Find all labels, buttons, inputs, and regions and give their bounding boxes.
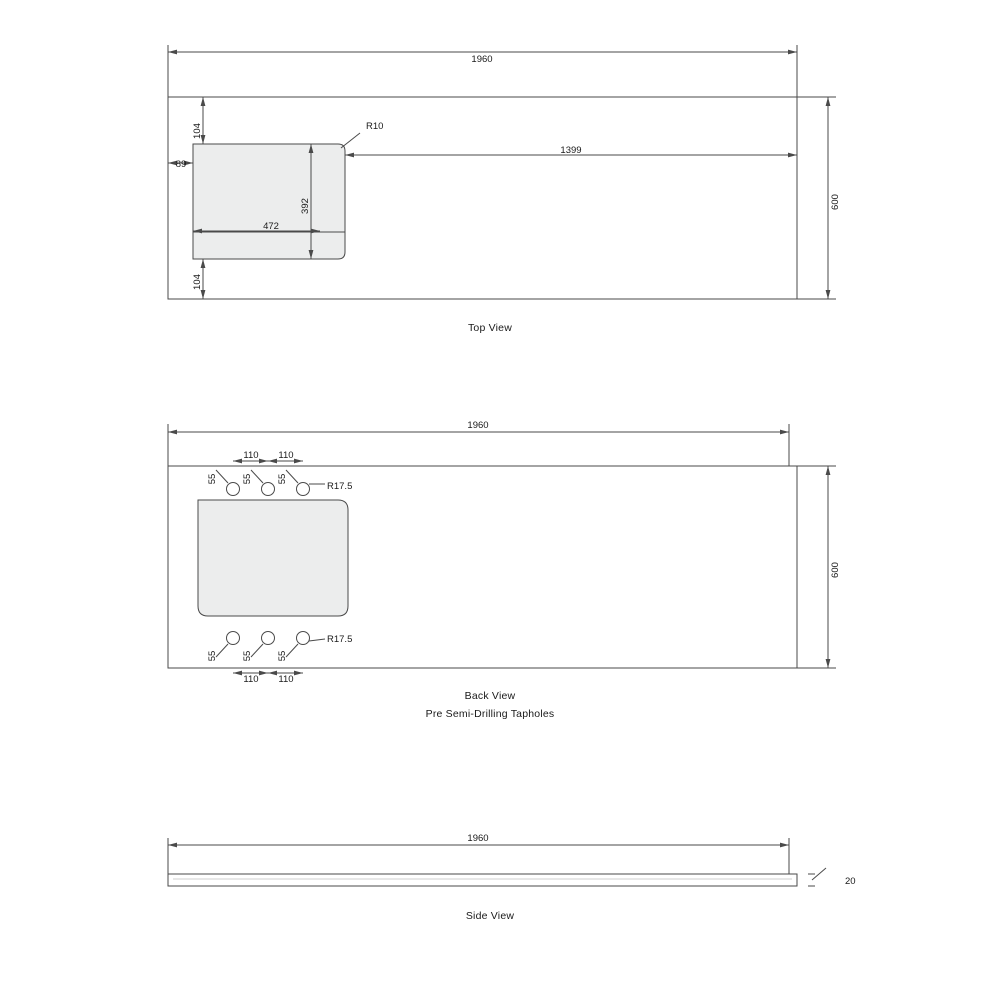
back-view-spacing-top-2: 110	[278, 450, 294, 461]
back-view-edge-top-1: 55	[207, 473, 218, 485]
back-view-edge-top-2: 55	[242, 473, 253, 485]
back-view-edge-bottom-1: 55	[207, 650, 218, 662]
top-view-group	[168, 45, 836, 299]
top-view-depth-label: 600	[830, 194, 841, 210]
top-view-offset-left-label: 89	[175, 159, 187, 170]
back-view-spacing-bottom-1: 110	[243, 674, 259, 685]
back-view-edge-bottom-2: 55	[242, 650, 253, 662]
top-view-right-span-label: 1399	[560, 145, 582, 156]
back-view-taphole-radius-top-label: R17.5	[327, 481, 353, 492]
back-view-taphole-radius-bottom-label: R17.5	[327, 634, 353, 645]
top-view-offset-top-label: 104	[192, 123, 203, 139]
top-view-corner-radius-label: R10	[366, 121, 384, 132]
back-view-taphole-bottom-1	[227, 632, 240, 645]
side-view-caption: Side View	[465, 910, 515, 922]
top-view-length-label: 1960	[471, 54, 493, 65]
top-view-caption: Top View	[467, 322, 512, 334]
top-view-offset-bottom-label: 104	[192, 274, 203, 290]
back-view-group	[168, 424, 836, 673]
back-view-caption: Back View	[464, 690, 516, 702]
back-view-edge-top-3: 55	[277, 473, 288, 485]
side-view-slab-outline	[168, 874, 797, 886]
back-view-subcaption: Pre Semi-Drilling Tapholes	[425, 708, 555, 720]
side-view-length-label: 1960	[467, 833, 489, 844]
back-view-taphole-top-3	[297, 483, 310, 496]
back-view-spacing-top-1: 110	[243, 450, 259, 461]
back-view-depth-label: 600	[830, 562, 841, 578]
back-view-taphole-bottom-2	[262, 632, 275, 645]
back-view-taphole-top-1	[227, 483, 240, 496]
back-view-taphole-top-2	[262, 483, 275, 496]
back-view-spacing-bottom-2: 110	[278, 674, 294, 685]
side-view-group	[168, 838, 826, 886]
back-view-taphole-bottom-3	[297, 632, 310, 645]
back-view-length-label: 1960	[467, 420, 489, 431]
top-view-basin-cutout	[193, 144, 345, 259]
top-view-basin-width-label: 472	[263, 221, 279, 232]
side-view-thickness-label: 20	[845, 876, 856, 887]
top-view-basin-height-label: 392	[300, 198, 311, 214]
back-view-edge-bottom-3: 55	[277, 650, 288, 662]
back-view-basin-outline	[198, 500, 348, 616]
